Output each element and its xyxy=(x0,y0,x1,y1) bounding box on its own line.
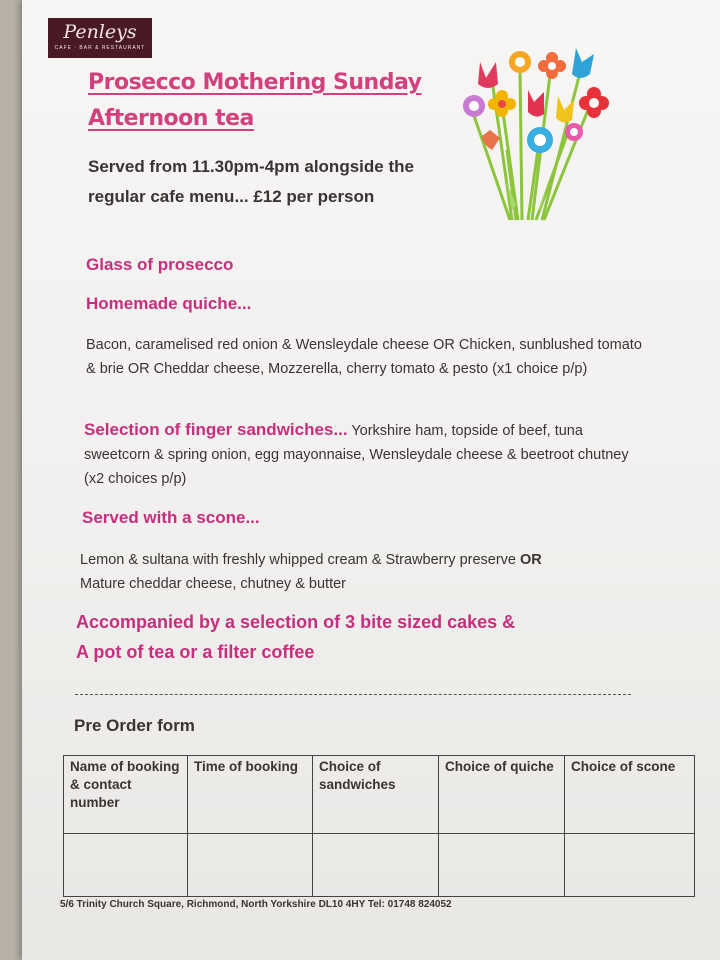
flower-bouquet-illustration xyxy=(452,40,622,225)
form-cell-scone[interactable] xyxy=(565,834,695,897)
form-cell-name[interactable] xyxy=(64,834,188,897)
quiche-heading: Homemade quiche... xyxy=(86,294,252,313)
glass-of-prosecco-heading: Glass of prosecco xyxy=(86,255,234,274)
form-cell-quiche[interactable] xyxy=(439,834,565,897)
column-header: Choice of scone xyxy=(565,756,695,834)
sandwich-heading: Selection of finger sandwiches... xyxy=(84,420,348,439)
quiche-description: Bacon, caramelised red onion & Wensleydale cheese OR Chicken, sunblushed tomato & brie OR Cheddar cheese, Mozzerella, cherry tomato & pesto (x1 choice p/p) xyxy=(86,337,642,377)
scone-or: OR xyxy=(520,552,542,568)
pre-order-table xyxy=(63,755,695,897)
serving-info: Served from 11.30pm-4pm alongside the regular cafe menu... £12 per person xyxy=(88,157,414,206)
scone-option-a: Lemon & sultana with freshly whipped cream & Strawberry preserve xyxy=(80,552,521,568)
scone-option-b: Mature cheddar cheese, chutney & butter xyxy=(80,576,346,592)
form-cell-time[interactable] xyxy=(188,834,313,897)
scone-description xyxy=(80,548,640,596)
cakes-line-1: Accompanied by a selection of 3 bite sized cakes & xyxy=(76,612,516,632)
form-cell-sandwiches[interactable] xyxy=(313,834,439,897)
column-header: Name of booking & contact number xyxy=(64,756,188,834)
column-header: Choice of sandwiches xyxy=(313,756,439,834)
flyer-title-line2: Afternoon tea xyxy=(88,106,254,131)
sandwich-description: Yorkshire ham, topside of beef, tuna sweetcorn & spring onion, egg mayonnaise, Wensleydale cheese & beetroot chutney (x2 choices p/p) xyxy=(84,423,629,487)
logo-tagline: CAFE · BAR & RESTAURANT xyxy=(54,45,146,51)
flyer-title-line1: Prosecco Mothering Sunday xyxy=(88,70,422,95)
sandwich-section xyxy=(84,418,644,491)
dashed-divider xyxy=(75,694,631,695)
scone-heading: Served with a scone... xyxy=(82,508,260,527)
pre-order-form-title: Pre Order form xyxy=(74,716,195,735)
column-header: Choice of quiche xyxy=(439,756,565,834)
logo-name: Penleys xyxy=(63,21,137,43)
penleys-logo xyxy=(48,18,152,58)
table-header-row xyxy=(64,756,695,834)
table-row xyxy=(64,834,695,897)
column-header: Time of booking xyxy=(188,756,313,834)
address-footer: 5/6 Trinity Church Square, Richmond, North Yorkshire DL10 4HY Tel: 01748 824052 xyxy=(60,899,452,910)
tulip-icon xyxy=(478,62,498,88)
cakes-line-2: A pot of tea or a filter coffee xyxy=(76,642,315,662)
